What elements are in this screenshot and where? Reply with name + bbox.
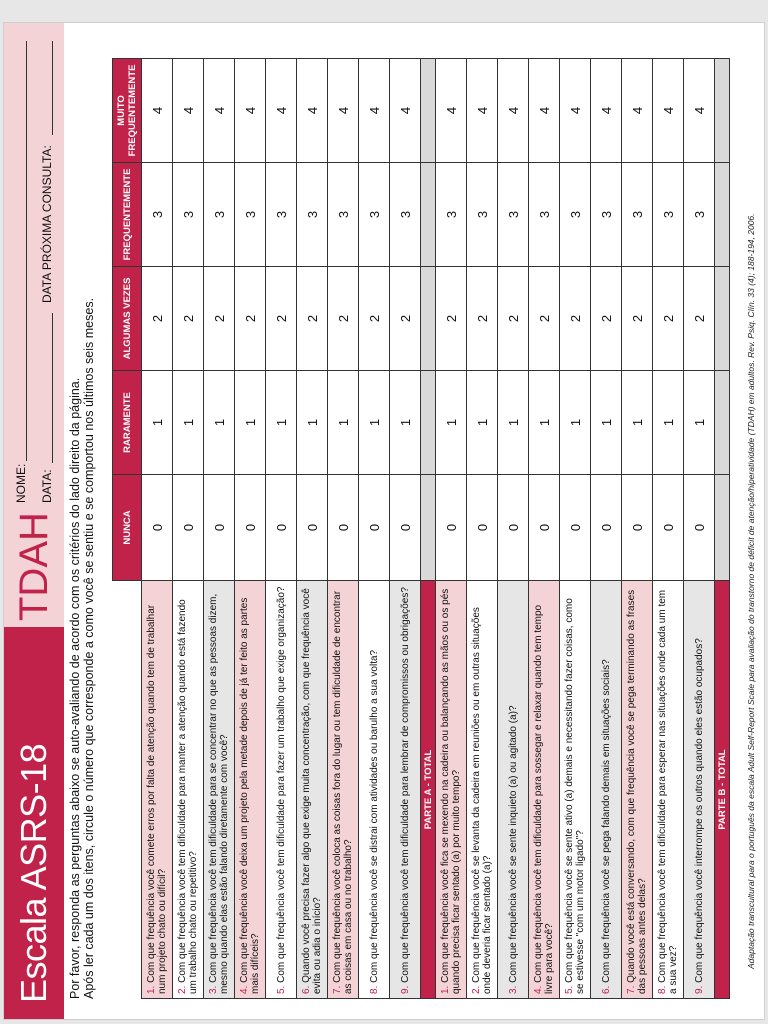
question-text: Com que frequência você se sente inquieto (a) ou agitado (a)? [507,705,519,983]
score-option[interactable]: 2 [173,267,204,371]
score-option[interactable]: 2 [591,267,622,371]
score-option[interactable]: 0 [359,475,390,581]
next-appointment-field[interactable] [52,41,53,135]
table-row [653,59,684,999]
score-option[interactable]: 3 [390,163,421,267]
score-option[interactable]: 1 [560,371,591,475]
score-option[interactable]: 4 [591,59,622,163]
score-option[interactable]: 3 [498,163,529,267]
score-option[interactable]: 1 [235,371,266,475]
score-option[interactable]: 4 [684,59,715,163]
question-text: Com que frequência você comete erros por falta de atenção quando tem de trabalhar num projeto chato ou difícil? [146,604,168,994]
score-option[interactable]: 0 [390,475,421,581]
score-option[interactable]: 0 [436,475,467,581]
total-label: PARTE A - TOTAL [421,581,436,999]
score-option[interactable]: 3 [328,163,359,267]
score-option[interactable]: 2 [498,267,529,371]
score-option[interactable]: 0 [467,475,498,581]
score-option[interactable]: 4 [359,59,390,163]
score-option[interactable]: 2 [235,267,266,371]
score-option[interactable]: 0 [235,475,266,581]
name-label: NOME: [14,463,28,503]
score-option[interactable]: 1 [297,371,328,475]
score-option[interactable]: 4 [204,59,235,163]
question-text: Com que frequência você deixa um projeto pela metade depois de já ter feito as partes mais difíceis? [239,597,261,994]
question-number: 5. [564,985,575,994]
score-option[interactable]: 4 [235,59,266,163]
score-option[interactable]: 1 [467,371,498,475]
total-label: PARTE B - TOTAL [715,581,730,999]
question-number: 8. [368,985,380,994]
question-cell [467,581,498,999]
score-option[interactable]: 3 [142,163,173,267]
total-row [421,59,436,999]
total-cell[interactable] [421,267,436,371]
question-cell [591,581,622,999]
question-number: 6. [301,985,312,994]
question-number: 4. [239,985,250,994]
score-option[interactable]: 3 [467,163,498,267]
question-cell [297,581,328,999]
column-header: RARAMENTE [113,371,142,475]
score-option[interactable]: 4 [142,59,173,163]
score-option[interactable]: 3 [204,163,235,267]
score-option[interactable]: 3 [359,163,390,267]
question-text: Com que frequência você interrompe os outros quando eles estão ocupados? [693,638,705,983]
score-option[interactable]: 1 [684,371,715,475]
table-row [467,59,498,999]
score-option[interactable]: 3 [235,163,266,267]
column-header: ALGUMAS VEZES [113,267,142,371]
question-text: Com que frequência você se distrai com atividades ou barulho a sua volta? [368,649,380,983]
score-option[interactable]: 2 [467,267,498,371]
question-number: 6. [600,985,612,994]
question-number: 3. [507,985,519,994]
question-number: 9. [399,985,411,994]
question-cell [529,581,560,999]
question-number: 1. [146,985,157,994]
score-option[interactable]: 1 [622,371,653,475]
question-text: Com que frequência você tem dificuldade para lembrar de compromissos ou obrigações? [399,587,411,983]
question-number: 5. [275,985,287,994]
question-number: 4. [533,985,544,994]
score-option[interactable]: 2 [436,267,467,371]
question-cell [266,581,297,999]
score-option[interactable]: 0 [529,475,560,581]
question-number: 2. [177,985,188,994]
score-option[interactable]: 0 [142,475,173,581]
score-option[interactable]: 2 [390,267,421,371]
table-row [684,59,715,999]
score-option[interactable]: 0 [266,475,297,581]
score-option[interactable]: 1 [591,371,622,475]
question-cell [142,581,173,999]
score-option[interactable]: 0 [498,475,529,581]
question-cell [436,581,467,999]
question-text: Com que frequência você se sente ativo (a) demais e necessitando fazer coisas, como se estivesse "com um motor ligado"? [564,598,586,994]
footnote: Adaptação transcultural para o português da escala Adult Self-Report Scale para avaliação do transtorno de déficit de atenção/hiperatividade (TDAH) em adultos. Rev. Psiq. Clín. 33 (4); 188-194, 2006. [746,213,756,969]
question-cell [498,581,529,999]
total-cell[interactable] [421,59,436,163]
score-option[interactable]: 1 [653,371,684,475]
table-row [390,59,421,999]
score-option[interactable]: 3 [173,163,204,267]
score-option[interactable]: 0 [560,475,591,581]
question-text: Com que frequência você tem dificuldade para fazer um trabalho que exige organização? [275,586,287,983]
question-cell [328,581,359,999]
question-number: 2. [471,985,482,994]
question-number: 7. [626,985,637,994]
asrs-table [112,58,730,999]
question-cell [173,581,204,999]
score-option[interactable]: 0 [173,475,204,581]
table-row [173,59,204,999]
question-text: Com que frequência você se levanta da cadeira em reuniões ou em outras situações onde deveria ficar sentado (a)? [471,607,493,994]
score-option[interactable]: 1 [359,371,390,475]
question-header [113,581,142,999]
table-row [529,59,560,999]
column-header: FREQUENTEMENTE [113,163,142,267]
score-option[interactable]: 0 [622,475,653,581]
score-option[interactable]: 3 [266,163,297,267]
score-option[interactable]: 4 [328,59,359,163]
total-cell[interactable] [715,267,730,371]
instructions-line-1: Por favor, responda as perguntas abaixo se auto-avaliando de acordo com os critérios do lado direito da página. [68,377,82,999]
question-cell [390,581,421,999]
header-band [4,23,64,1019]
total-cell[interactable] [421,475,436,581]
title-block [4,627,64,1019]
score-option[interactable]: 2 [328,267,359,371]
table-row [560,59,591,999]
total-cell[interactable] [715,371,730,475]
next-appointment-label: DATA PRÓXIMA CONSULTA: [40,145,54,303]
score-option[interactable]: 2 [142,267,173,371]
score-option[interactable]: 4 [390,59,421,163]
form-title: Escala ASRS-18 [13,743,54,1003]
question-cell [235,581,266,999]
question-cell [684,581,715,999]
question-text: Com que frequência você tem dificuldade para manter a atenção quando está fazendo um trabalho chato ou repetitivo? [177,599,199,994]
score-option[interactable]: 4 [498,59,529,163]
score-option[interactable]: 3 [297,163,328,267]
question-text: Quando você está conversando, com que frequência você se pega terminando as frases das pessoas antes delas? [626,589,648,994]
instructions-line-2: Após ler cada um dos itens, circule o número que corresponde a como você se sentiu e se comportou nos últimos seis meses. [82,297,96,999]
question-cell [204,581,235,999]
score-option[interactable]: 2 [359,267,390,371]
score-option[interactable]: 0 [653,475,684,581]
score-option[interactable]: 0 [591,475,622,581]
score-option[interactable]: 2 [266,267,297,371]
total-cell[interactable] [715,475,730,581]
score-option[interactable]: 1 [142,371,173,475]
score-option[interactable]: 4 [529,59,560,163]
table-row [328,59,359,999]
score-option[interactable]: 3 [622,163,653,267]
table-row [498,59,529,999]
question-text: Com que frequência você se pega falando demais em situações sociais? [600,659,612,983]
score-option[interactable]: 1 [390,371,421,475]
score-option[interactable]: 2 [560,267,591,371]
name-field[interactable] [26,41,27,461]
score-option[interactable]: 1 [328,371,359,475]
score-option[interactable]: 2 [622,267,653,371]
table-row [142,59,173,999]
form-sheet [3,22,765,1020]
question-text: Com que frequência você tem dificuldade para sossegar e relaxar quando tem tempo livre para você? [533,604,555,994]
table-row [622,59,653,999]
total-cell[interactable] [715,59,730,163]
score-option[interactable]: 0 [204,475,235,581]
score-option[interactable]: 2 [653,267,684,371]
score-option[interactable]: 4 [266,59,297,163]
column-header: NUNCA [113,475,142,581]
score-option[interactable]: 2 [204,267,235,371]
score-option[interactable]: 2 [684,267,715,371]
question-cell [359,581,390,999]
score-option[interactable]: 4 [653,59,684,163]
question-number: 9. [693,985,705,994]
question-number: 3. [208,985,219,994]
score-option[interactable]: 1 [173,371,204,475]
table-row [266,59,297,999]
rotated-page [4,23,764,1019]
total-cell[interactable] [421,371,436,475]
question-cell [622,581,653,999]
question-number: 1. [440,985,451,994]
question-cell [560,581,591,999]
table-row [436,59,467,999]
question-text: Com que frequência você tem dificuldade para se concentrar no que as pessoas dizem, mesmo quando elas estão falando diretamente com você? [208,593,230,994]
score-option[interactable]: 1 [498,371,529,475]
question-number: 7. [332,985,343,994]
question-text: Com que frequência você tem dificuldade para esperar nas situações onde cada um tem a sua vez? [657,589,679,994]
score-option[interactable]: 3 [653,163,684,267]
score-option[interactable]: 3 [436,163,467,267]
score-option[interactable]: 4 [173,59,204,163]
question-cell [653,581,684,999]
column-header: MUITO FREQUENTEMENTE [113,59,142,163]
score-option[interactable]: 3 [560,163,591,267]
question-text: Com que frequência você fica se mexendo na cadeira ou balançando as mãos ou os pés quando precisa ficar sentado (a) por muito tempo? [440,588,462,994]
table-row [204,59,235,999]
score-option[interactable]: 0 [684,475,715,581]
score-option[interactable]: 0 [297,475,328,581]
score-option[interactable]: 2 [529,267,560,371]
question-number: 8. [657,985,668,994]
score-option[interactable]: 2 [297,267,328,371]
date-label: DATA: [40,469,54,503]
question-text: Com que frequência você coloca as coisas fora do lugar ou tem dificuldade de encontrar as coisas em casa ou no trabalho? [332,590,354,994]
score-option[interactable]: 1 [436,371,467,475]
total-cell[interactable] [421,163,436,267]
score-option[interactable]: 3 [591,163,622,267]
score-option[interactable]: 4 [467,59,498,163]
form-badge: TDAH [12,512,56,621]
score-option[interactable]: 1 [204,371,235,475]
score-option[interactable]: 4 [297,59,328,163]
date-field[interactable] [52,313,53,463]
header-row [113,59,142,999]
table-row [235,59,266,999]
table-row [591,59,622,999]
table-row [297,59,328,999]
table-row [359,59,390,999]
question-text: Quando você precisa fazer algo que exige muita concentração, com que frequência você evita ou adia o início? [301,588,323,994]
score-option[interactable]: 3 [684,163,715,267]
total-cell[interactable] [715,163,730,267]
score-option[interactable]: 0 [328,475,359,581]
score-option[interactable]: 1 [529,371,560,475]
score-option[interactable]: 4 [622,59,653,163]
score-option[interactable]: 3 [529,163,560,267]
total-row [715,59,730,999]
score-option[interactable]: 4 [436,59,467,163]
score-option[interactable]: 4 [560,59,591,163]
instructions [68,39,96,999]
score-option[interactable]: 1 [266,371,297,475]
